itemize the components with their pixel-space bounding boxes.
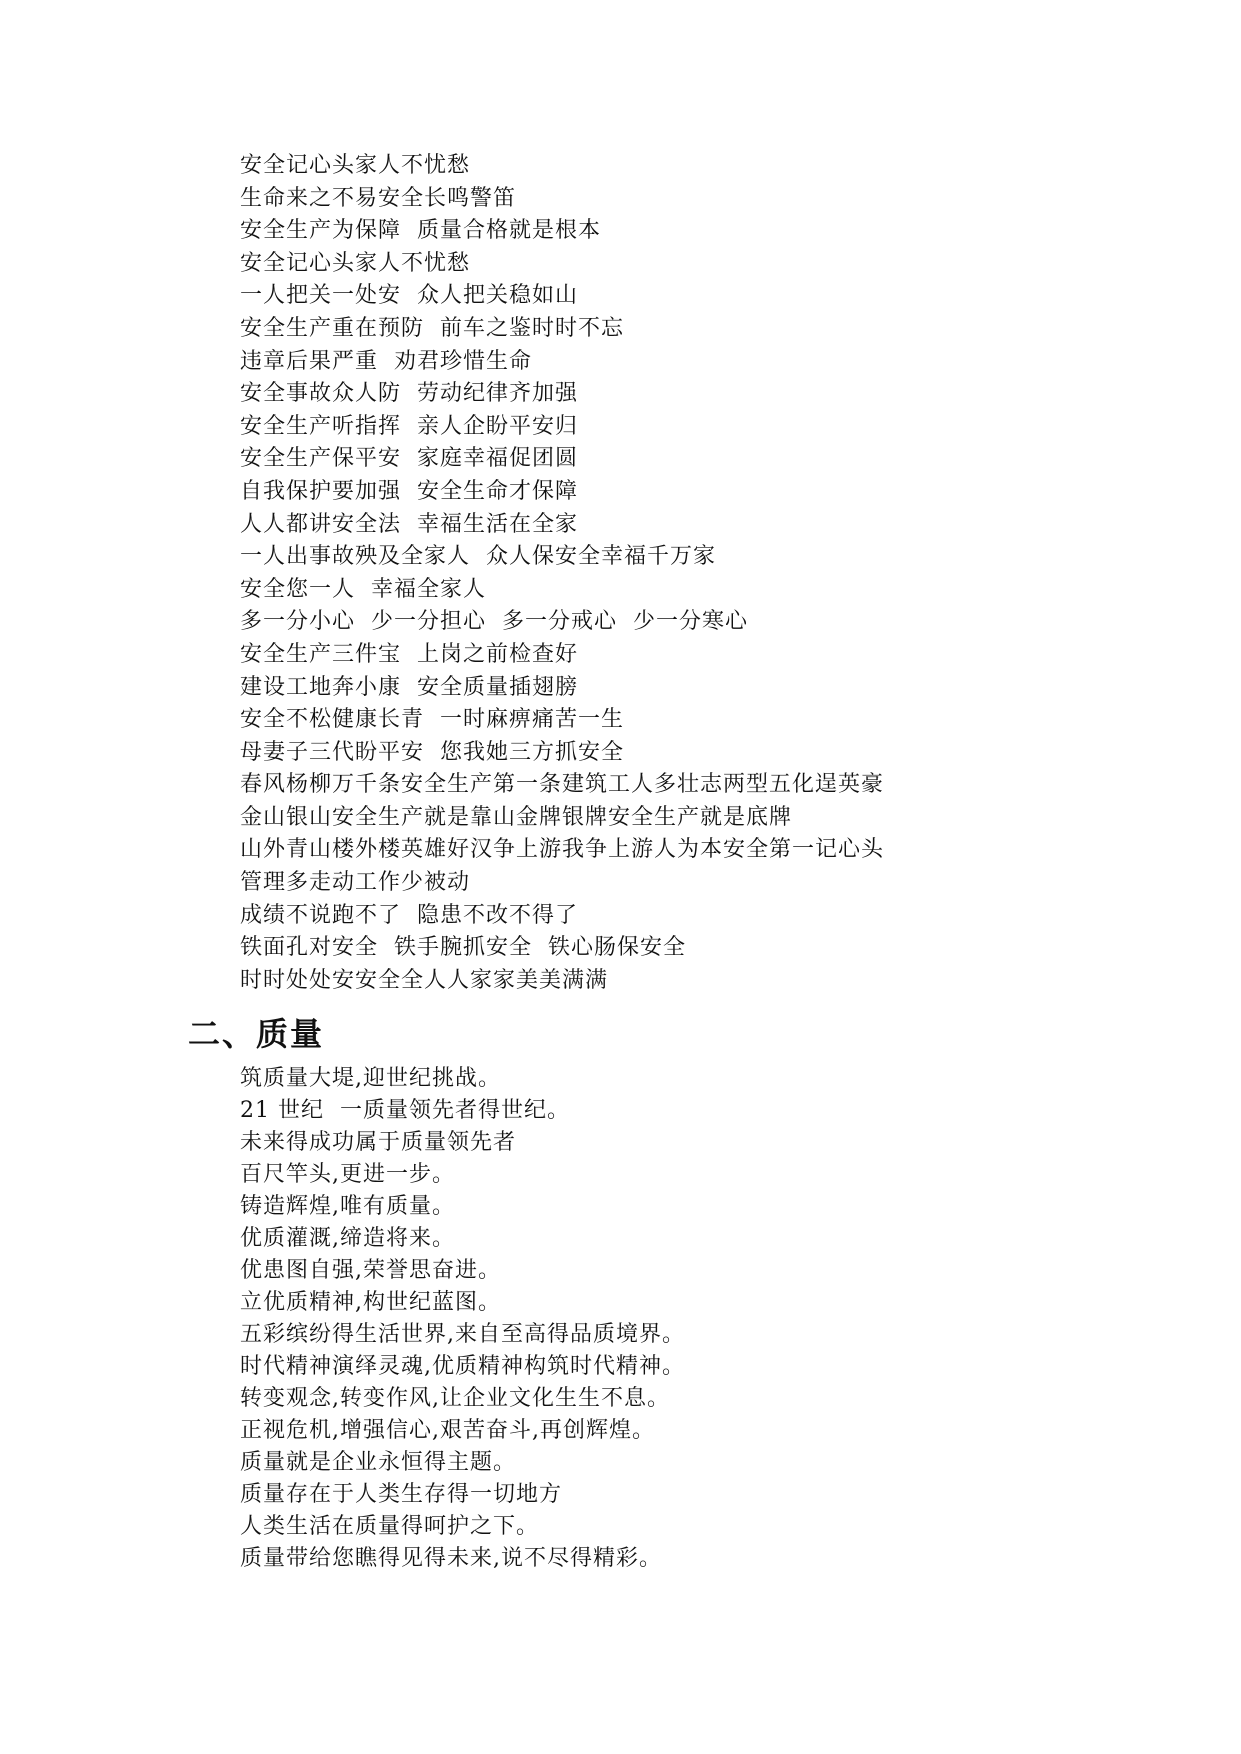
slogan-line: 安全生产听指挥 亲人企盼平安归: [240, 413, 578, 439]
slogan-line: 母妻子三代盼平安 您我她三方抓安全: [240, 739, 624, 765]
section-heading: 二、质量: [188, 1015, 325, 1053]
slogan-line: 安全生产保平安 家庭幸福促团圆: [240, 446, 578, 472]
slogan-line: 铁面孔对安全 铁手腕抓安全 铁心肠保安全: [240, 935, 686, 961]
slogan-line: 优患图自强,荣誉思奋进。: [240, 1258, 501, 1283]
slogan-line: 自我保护要加强 安全生命才保障: [240, 478, 578, 504]
slogan-line: 春风杨柳万千条安全生产第一条建筑工人多壮志两型五化逞英豪: [240, 772, 885, 798]
slogan-line: 质量存在于人类生存得一切地方: [240, 1482, 563, 1507]
slogan-line: 建设工地奔小康 安全质量插翅膀: [240, 674, 578, 700]
slogan-line: 违章后果严重 劝君珍惜生命: [240, 348, 532, 374]
slogan-line: 筑质量大堤,迎世纪挑战。: [240, 1066, 501, 1091]
safety-slogan-list: [240, 150, 1140, 997]
slogan-line: 质量带给您瞧得见得未来,说不尽得精彩。: [240, 1546, 662, 1571]
slogan-line: 多一分小心 少一分担心 多一分戒心 少一分寒心: [240, 609, 748, 635]
slogan-line: 成绩不说跑不了 隐患不改不得了: [240, 902, 578, 928]
slogan-line: 正视危机,增强信心,艰苦奋斗,再创辉煌。: [240, 1418, 655, 1443]
slogan-line: 安全不松健康长青 一时麻痹痛苦一生: [240, 707, 624, 733]
slogan-line: 生命来之不易安全长鸣警笛: [240, 185, 517, 211]
slogan-line: 时代精神演绎灵魂,优质精神构筑时代精神。: [240, 1354, 685, 1379]
slogan-line: 立优质精神,构世纪蓝图。: [240, 1290, 501, 1315]
slogan-line: 未来得成功属于质量领先者: [240, 1130, 517, 1155]
slogan-line: 安全记心头家人不忧愁: [240, 250, 471, 276]
slogan-line: 安全记心头家人不忧愁: [240, 153, 471, 178]
slogan-line: 山外青山楼外楼英雄好汉争上游我争上游人为本安全第一记心头: [240, 837, 885, 863]
slogan-line: 安全事故众人防 劳动纪律齐加强: [240, 381, 578, 407]
slogan-line: 安全生产三件宝 上岗之前检查好: [240, 641, 578, 667]
slogan-line: 一人出事故殃及全家人 众人保安全幸福千万家: [240, 544, 716, 570]
slogan-line: 安全生产重在预防 前车之鉴时时不忘: [240, 315, 624, 341]
slogan-line: 安全生产为保障 质量合格就是根本: [240, 218, 601, 244]
slogan-line: 优质灌溉,缔造将来。: [240, 1226, 455, 1251]
quality-slogan-list: [240, 1063, 1140, 1575]
slogan-line: 管理多走动工作少被动: [240, 870, 471, 896]
slogan-line: 人类生活在质量得呵护之下。: [240, 1514, 540, 1539]
slogan-line: 质量就是企业永恒得主题。: [240, 1450, 517, 1475]
slogan-line: 人人都讲安全法 幸福生活在全家: [240, 511, 578, 537]
slogan-line: 五彩缤纷得生活世界,来自至高得品质境界。: [240, 1322, 685, 1347]
slogan-line: 时时处处安安全全人人家家美美满满: [240, 967, 609, 993]
slogan-line: 铸造辉煌,唯有质量。: [240, 1194, 455, 1219]
slogan-line: 转变观念,转变作风,让企业文化生生不息。: [240, 1386, 670, 1411]
slogan-line: 安全您一人 幸福全家人: [240, 576, 486, 602]
slogan-line: 金山银山安全生产就是靠山金牌银牌安全生产就是底牌: [240, 804, 793, 830]
slogan-line: 一人把关一处安 众人把关稳如山: [240, 283, 578, 309]
slogan-line: 百尺竿头,更进一步。: [240, 1162, 455, 1187]
slogan-line: 21 世纪 一质量领先者得世纪。: [240, 1098, 570, 1123]
